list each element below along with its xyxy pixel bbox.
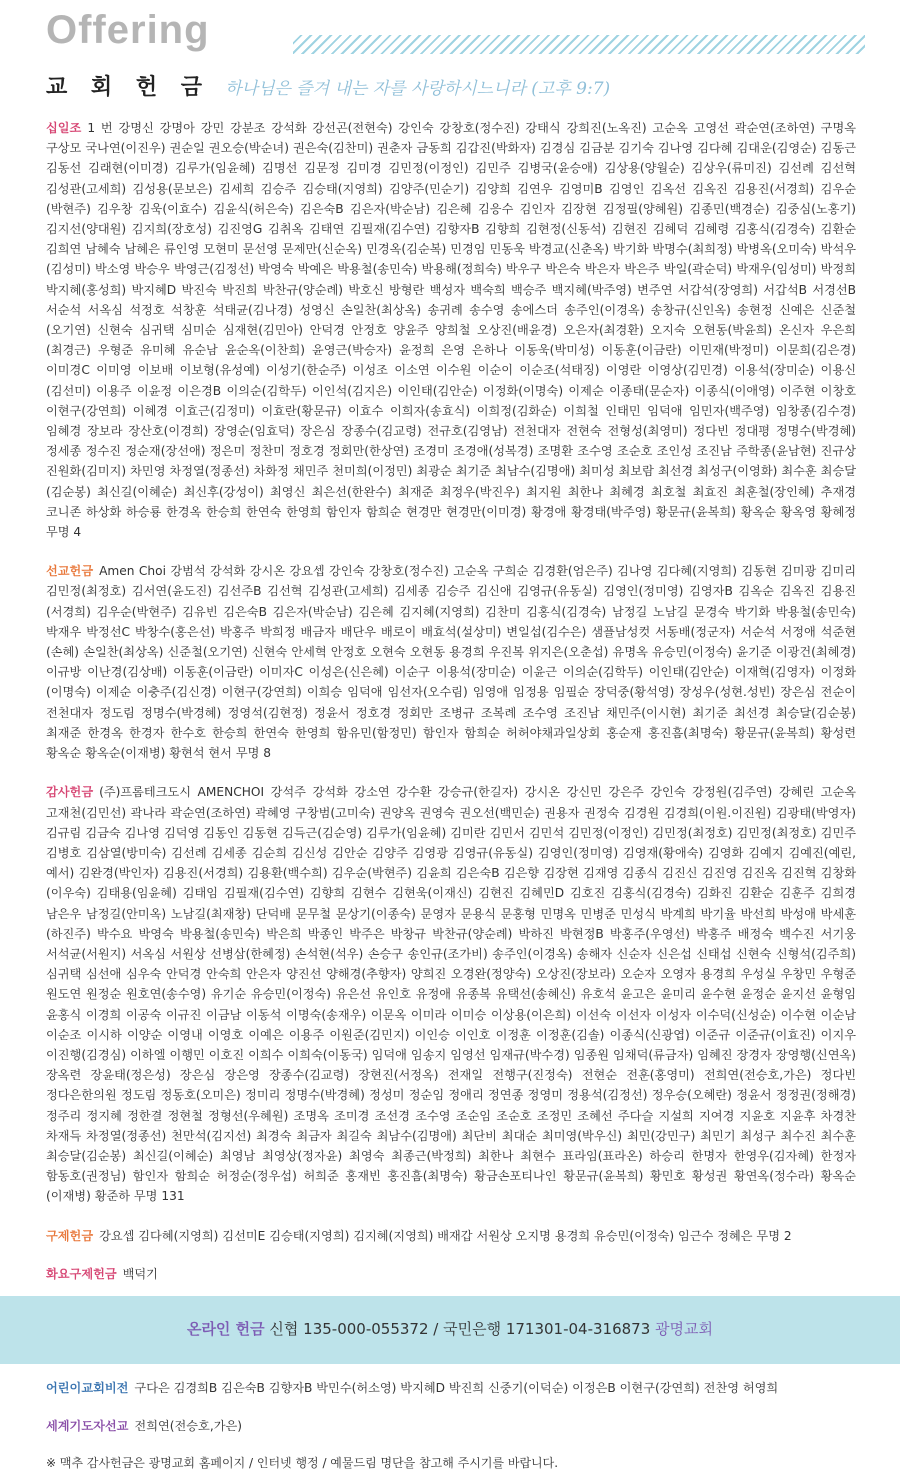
section-label: 십일조 bbox=[46, 121, 82, 135]
donor-names: 전희연(전승호,가은) bbox=[134, 1418, 242, 1433]
tithe-section bbox=[46, 118, 856, 542]
bible-verse: 하나님은 즐겨 내는 자를 사랑하시느니라 (고후 9:7) bbox=[225, 79, 611, 99]
section-label: 감사헌금 bbox=[46, 785, 94, 800]
donor-names: (주)프롬테크도시 AMENCHOI 강석주 강석화 강소연 강수환 강승규(한길자) 강시온 강신민 강은주 강인숙 강정원(김주연) 강혜린 고순옥 고재천(김민선) 곽나라 곽순연(조하연) 곽혜영 구창범(고미숙) 권양옥 권영숙 권오선(백민순) 권용자 권정숙 김경원 김경희(이원.이진원) 김광태(박영자) 김규림 김금숙 김나영 김덕영 김동인 김동현 김득근(김순영) 김루가(임윤혜) 김미란 김민서 김민석 김민정(이정인) 김민정(최정호) 김민정(최정호) 김민주 김병호 김삼열(방미숙) 김선례 김세종 김순희 김신성 김안순 김양주 김영광 김영규(유동실) 김영인(정미영) 김영재(황애숙) 김영화 김예지 김예진(예린,예서) 김완경(박인자) 김용진(서경희) 김용환(백수희) 김우순(박현주) 김윤희 김은숙B 김은향 김장현 김재영 김종식 김진신 김진영 김진옥 김진혁 김창화(이우숙) 김태용(임윤혜) 김태임 김필재(김수연) 김향희 김현수 김현욱(이재신) 김현진 김혜민D 김호진 김홍식(김경숙) 김화진 김환순 김훈주 김희경 남은우 남정길(안미옥) 노남길(최재창) 단덕배 문무철 문상기(이종숙) 문영자 문용식 문홍형 민명옥 민병준 민성식 박계희 박기율 박선희 박성애 박세훈(하진주) 박수요 박영숙 박용철(송민숙) 박은희 박종인 박주은 박창규 박찬규(양순례) 박하진 박현정B 박홍주(우영선) 박홍주 배정숙 백수진 서기웅 서석균(서원지) 서옥심 서원상 선병삼(한혜정) 손석현(석우) 손승구 송인규(조가비) 송주인(이경옥) 송해자 신순자 신은섭 신태섭 신현숙 신형석(김주희) 심귀택 심선애 심우숙 안덕경 안숙희 안은자 양진선 양해경(추향자) 양희진 오경완(정양숙) 오상진(장보라) 오순자 오영자 용경희 우성실 우창민 우형준 원도연 원정순 원호연(송수영) 유기순 유승민(이정숙) 유은선 유인호 유정애 유종복 유택선(송혜신) 유호석 윤고은 윤미리 윤수현 윤정순 윤지선 윤형임 윤홍식 이경희 이공숙 이규진 이금남 이동석 이명숙(송재우) 이문옥 이미라 이미승 이상용(이은희) 이선숙 이선자 이성자 이수덕(신성순) 이수현 이순남 이순조 이시하 이양순 이영내 이영호 이예은 이용주 이원준(김민지) 이인승 이인호 이정훈 이정훈(김솔) 이종식(신광엽) 이준규 이준규(이효진) 이지우 이진행(김경심) 이하엘 이행민 이호진 이희수 이희숙(이동국) 임덕애 임송지 임영선 임재규(박수경) 임종원 임채덕(류금자) 임혜진 장경자 장영행(신연옥) 장옥련 장윤태(정은성) 장은심 장은영 장종수(김교령) 장현진(서정옥) 전재일 전행구(진정숙) 전현순 전훈(홍영미) 전희연(전승호,가은) 정다빈 정다은한의원 정도림 정동호(오미은) 정미리 정명수(박경혜) 정성미 정순임 정애리 정연종 정영미 정용석(김정선) 정우승(오혜란) 정윤서 정정권(정해경) 정주리 정지혜 정한결 정현철 정형선(우혜원) 조명옥 조미경 조선경 조수영 조순임 조순호 조정민 조혜선 주다슬 지설희 지여경 지윤호 지윤후 차경찬 차재득 차정열(정종선) 천만석(김지선) 최경숙 최금자 최길숙 최남수(김명애) 최단비 최대순 최미영(박우신) 최민(강민구) 최민기 최성구 최수진 최수훈 최승달(김순봉) 최신길(이혜순) 최영남 최영상(정자윤) 최영숙 최종근(박정희) 최한나 최현수 표라임(표라온) 하승리 한명자 한영우(김자혜) 한정자 함동호(권정님) 함인자 함희순 허정순(정우섭) 허희준 홍재빈 홍진흠(최명숙) 황금손포티나인 황문규(윤복희) 황민호 황성권 황연옥(정수라) 황옥순(이재병) 황준하 무명 131 bbox=[46, 785, 856, 1204]
section-label: 어린이교회비전 bbox=[46, 1380, 129, 1395]
online-offering-label: 온라인 헌금 bbox=[186, 1320, 265, 1338]
church-offering-title: 교 회 헌 금 bbox=[46, 75, 210, 100]
mission-offering-section bbox=[46, 561, 856, 763]
church-name: 광명교회 bbox=[655, 1320, 714, 1338]
section-label: 구제헌금 bbox=[46, 1228, 94, 1243]
donor-names: Amen Choi 강범석 강석화 강시온 강요셉 강인숙 강창호(정수진) 고순옥 구희순 김경환(엄은주) 김나영 김다혜(지영희) 김동현 김미광 김미리 김민정(최정호) 김서연(윤도진) 김선주B 김선혁 김성관(고세희) 김세종 김승주 김신애 김영규(유동실) 김영인(정미영) 김영자B 김옥순 김옥진 김용진(서경희) 김우순(박현주) 김유빈 김은숙B 김은자(박순남) 김은혜 김지혜(지영희) 김찬미 김홍식(김경숙) 남정길 노남길 문경숙 박기화 박용철(송민숙) 박재우 박정선C 박창수(홍은선) 박홍주 박희정 배금자 배단우 배로이 배효석(설상미) 변일섭(김수은) 샘플남성컷 서동배(정군자) 서순석 서정애 석준현(손혜) 손일찬(최상옥) 신준철(오기연) 신현숙 안세혁 안정호 오현숙 오현동 용경희 우진복 위지은(오춘섭) 유명옥 유승민(이정숙) 윤기준 이광건(최혜경) 이규방 이난경(김상배) 이동훈(이금란) 이미자C 이성은(신은혜) 이순구 이용석(장미순) 이윤근 이의순(김학두) 이인태(김안순) 이재혁(김영자) 이정화(이명숙) 이제순 이충주(김신경) 이현구(강연희) 이희승 임덕애 임선자(오수림) 임영애 임정용 임필순 장덕중(황석영) 장성우(성현.성빈) 장은심 전순이 전천대자 정도림 정명수(박경혜) 정영석(김현정) 정윤서 정호경 정회만 조병규 조복례 조수영 조진남 채민주(이시현) 최기준 최선경 최승달(김순봉) 최재준 한경옥 한경자 한수호 한승희 한연숙 한영희 함유민(함정민) 함인자 함희순 허허야채과일상회 홍순재 홍진흠(최명숙) 황문규(윤복희) 황성련 황옥순 황옥순(이재병) 황현석 현서 무명 8 bbox=[46, 564, 856, 761]
bank-accounts: 신협 135-000-055372 / 국민은행 171301-04-316873 bbox=[269, 1320, 651, 1338]
donor-names: 구다은 김경희B 김은숙B 김향자B 박민수(허소영) 박지혜D 박진희 신중기(이덕순) 이정은B 이현구(강연희) 전찬영 허영희 bbox=[134, 1380, 779, 1395]
footnote: ※ 맥추 감사헌금은 광명교회 홈페이지 / 인터넷 행정 / 예물드림 명단을 참고해 주시기를 바랍니다. bbox=[46, 1455, 559, 1470]
footer-text bbox=[0, 1318, 900, 1339]
section-label: 화요구제헌금 bbox=[46, 1266, 117, 1281]
world-prayer-mission-section bbox=[46, 1416, 856, 1436]
hatched-decoration bbox=[293, 35, 865, 54]
page-header bbox=[0, 0, 900, 70]
offering-title: Offering bbox=[46, 8, 210, 52]
donor-names: 강요셉 김다혜(지영희) 김선미E 김승태(지영희) 김지혜(지영희) 배재갑 서원상 오지명 용경희 유승민(이정숙) 임근수 정혜은 무명 2 bbox=[99, 1228, 792, 1243]
section-label: 선교헌금 bbox=[46, 564, 94, 579]
online-offering-banner bbox=[0, 1296, 900, 1364]
childrens-church-vision-section bbox=[46, 1378, 856, 1398]
donor-names: 백덕기 bbox=[122, 1266, 158, 1281]
offering-list bbox=[46, 118, 856, 1471]
relief-offering-section bbox=[46, 1226, 856, 1246]
tuesday-relief-section bbox=[46, 1264, 856, 1284]
thanksgiving-offering-section bbox=[46, 782, 856, 1206]
donor-names: 1 번 강명신 강명아 강민 강분조 강석화 강선곤(전현숙) 강인숙 강창호(정수진) 강태식 강희진(노옥진) 고순옥 고영선 곽순연(조하연) 구명옥 구상모 국나연(이진우) 권순일 권오승(박순녀) 권은숙(김찬미) 권춘자 금동희 김갑진(박화자) 김경심 김금분 김기숙 김나영 김다혜 김대운(김영순) 김동근 김동선 김래현(이미경) 김루가(임윤혜) 김명선 김문정 김미경 김민정(이정인) 김민주 김병국(윤승애) 김상용(양월순) 김상우(류미진) 김선례 김선혁 김성관(고세희) 김성용(문보은) 김세희 김승주 김승태(지영희) 김양주(민순기) 김양희 김연우 김영미B 김영인 김옥선 김옥진 김용진(서경희) 김우순(박현주) 김우창 김욱(이효수) 김윤식(허은숙) 김은숙B 김은자(박순남) 김은혜 김응수 김인자 김장현 김정필(양혜원) 김종민(백경순) 김중심(노홍기) 김지선(양대원) 김지희(장호성) 김진영G 김취옥 김태연 김필재(김수연) 김향자B 김향희 김현정(신동석) 김현진 김혜덕 김혜령 김홍식(김경숙) 김환순 김희연 남혜숙 남혜은 류인영 모현미 문선영 문제만(신순옥) 민경옥(김순복) 민경임 민동욱 박경교(신춘옥) 박기화 박명수(최희정) 박병옥(오미숙) 박석우(김성미) 박소영 박승우 박영근(김정선) 박영숙 박예은 박용철(송민숙) 박용해(정희숙) 박우구 박은숙 박은자 박은주 박일(곽순덕) 박재우(임성미) 박정희 박지혜(홍성희) 박지혜D 박진숙 박진희 박찬규(양순례) 박호신 방형란 백성자 백숙희 백승주 백지혜(박주영) 변주연 서갑석(장영희) 서갑석B 서경선B 서순석 서옥심 석정호 석창훈 석태균(김나경) 성영신 손일찬(최상옥) 송귀례 송수영 송에스더 송주인(이경옥) 송창규(신인옥) 송현정 신예은 신준철(오기연) 신현숙 심귀택 심미순 심재현(김민아) 안덕경 안정호 양윤주 양희철 오상진(배윤경) 오은자(최경환) 오지숙 오현동(박윤희) 온신자 우은희(최경근) 우형준 유미혜 유순남 윤순옥(이찬희) 윤영근(박승자) 윤정희 은영 은하나 이동욱(박미성) 이동훈(이금란) 이민재(박정미) 이문희(김은경) 이미경C 이미영 이보배 이보형(유성예) 이성기(한순주) 이성조 이소연 이수원 이순이 이순조(석태징) 이영란 이영상(김민경) 이용석(장미순) 이용신(김선미) 이용주 이윤정 이은경B 이의순(김학두) 이인석(김지은) 이인태(김안순) 이정화(이명숙) 이제순 이종태(문순자) 이종식(이애영) 이주현 이창호 이현구(강연희) 이혜경 이효근(김정미) 이효란(황문규) 이효수 이희자(송효식) 이희정(김화순) 이희철 인태민 임덕애 임민자(백주영) 임창종(김수경) 임혜경 장보라 장산호(이경희) 장영순(임효덕) 장은심 장종수(김교령) 전규호(김영남) 전천대자 전현숙 전형성(최영미) 정다빈 정대평 정명수(박경혜) 정세종 정수진 정순재(장선애) 정은미 정찬미 정호경 정회만(한상연) 조경미 조경애(성복경) 조명환 조수영 조순호 조인성 조진남 주학종(윤남현) 진규상 진원화(김미지) 차민영 차정열(정종선) 차화정 채민주 천미희(이정민) 최광순 최기준 최남수(김명애) 최미성 최보람 최선경 최성구(이영화) 최수훈 최승달(김순봉) 최신길(이혜순) 최신후(강성이) 최영신 최은선(한완수) 최재준 최정우(박진우) 최지원 최한나 최혜경 최호철 최효진 최훈철(장인혜) 추재경 코니존 하상화 하승룡 한경옥 한승희 한연숙 한영희 함인자 함희순 현경만 현경만(이미경) 황경애 황경태(박주영) 황문규(윤복희) 황옥순 황옥영 황혜정 무명 4 bbox=[46, 121, 856, 540]
section-label: 세계기도자선교 bbox=[46, 1418, 129, 1433]
section-heading bbox=[46, 70, 866, 104]
